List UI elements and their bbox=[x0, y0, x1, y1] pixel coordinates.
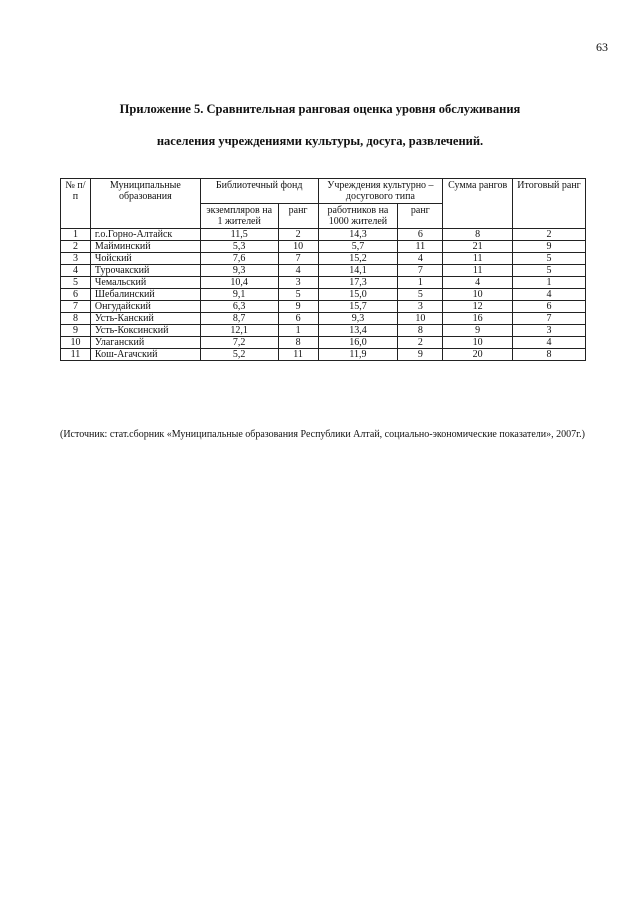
cell-num: 5 bbox=[61, 277, 91, 289]
header-culture-institutions: Учреждения культурно – досугового типа bbox=[318, 179, 443, 204]
cell-name: г.о.Горно-Алтайск bbox=[90, 229, 200, 241]
cell-final-rank: 4 bbox=[513, 289, 586, 301]
cell-library-rank: 6 bbox=[278, 313, 318, 325]
cell-library-copies: 11,5 bbox=[200, 229, 278, 241]
cell-rank-sum: 11 bbox=[443, 253, 513, 265]
cell-library-rank: 7 bbox=[278, 253, 318, 265]
table-row bbox=[61, 229, 586, 241]
cell-num: 11 bbox=[61, 349, 91, 361]
table-row bbox=[61, 241, 586, 253]
cell-name: Шебалинский bbox=[90, 289, 200, 301]
cell-library-copies: 8,7 bbox=[200, 313, 278, 325]
table-row bbox=[61, 313, 586, 325]
header-final-rank: Итоговый ранг bbox=[513, 179, 586, 229]
header-municipality: Муниципальные образования bbox=[90, 179, 200, 229]
cell-num: 2 bbox=[61, 241, 91, 253]
page-number: 63 bbox=[596, 40, 608, 54]
cell-library-copies: 9,3 bbox=[200, 265, 278, 277]
table-row bbox=[61, 325, 586, 337]
cell-rank-sum: 21 bbox=[443, 241, 513, 253]
cell-culture-rank: 3 bbox=[398, 301, 443, 313]
header-culture-workers: работников на 1000 жителей bbox=[318, 204, 398, 229]
cell-culture-rank: 2 bbox=[398, 337, 443, 349]
cell-rank-sum: 9 bbox=[443, 325, 513, 337]
cell-culture-rank: 4 bbox=[398, 253, 443, 265]
cell-culture-rank: 8 bbox=[398, 325, 443, 337]
cell-culture-workers: 13,4 bbox=[318, 325, 398, 337]
cell-name: Кош-Агачский bbox=[90, 349, 200, 361]
cell-final-rank: 5 bbox=[513, 265, 586, 277]
cell-rank-sum: 11 bbox=[443, 265, 513, 277]
table-row bbox=[61, 337, 586, 349]
cell-library-rank: 9 bbox=[278, 301, 318, 313]
source-note: (Источник: стат.сборник «Муниципальные образования Республики Алтай, социально-экономические показатели», 2007г.) bbox=[60, 429, 585, 440]
cell-name: Чемальский bbox=[90, 277, 200, 289]
cell-num: 10 bbox=[61, 337, 91, 349]
rank-table bbox=[60, 178, 586, 361]
cell-name: Чойский bbox=[90, 253, 200, 265]
cell-final-rank: 4 bbox=[513, 337, 586, 349]
cell-culture-workers: 5,7 bbox=[318, 241, 398, 253]
cell-library-rank: 1 bbox=[278, 325, 318, 337]
cell-culture-rank: 1 bbox=[398, 277, 443, 289]
cell-rank-sum: 10 bbox=[443, 289, 513, 301]
cell-num: 8 bbox=[61, 313, 91, 325]
cell-library-rank: 2 bbox=[278, 229, 318, 241]
cell-final-rank: 5 bbox=[513, 253, 586, 265]
cell-name: Майминский bbox=[90, 241, 200, 253]
cell-name: Улаганский bbox=[90, 337, 200, 349]
cell-library-copies: 9,1 bbox=[200, 289, 278, 301]
cell-final-rank: 9 bbox=[513, 241, 586, 253]
cell-num: 7 bbox=[61, 301, 91, 313]
cell-library-copies: 10,4 bbox=[200, 277, 278, 289]
cell-rank-sum: 12 bbox=[443, 301, 513, 313]
cell-name: Усть-Канский bbox=[90, 313, 200, 325]
cell-final-rank: 1 bbox=[513, 277, 586, 289]
cell-rank-sum: 8 bbox=[443, 229, 513, 241]
cell-num: 4 bbox=[61, 265, 91, 277]
cell-culture-workers: 9,3 bbox=[318, 313, 398, 325]
cell-culture-workers: 15,2 bbox=[318, 253, 398, 265]
cell-culture-rank: 5 bbox=[398, 289, 443, 301]
table-row bbox=[61, 349, 586, 361]
header-rank-sum: Сумма рангов bbox=[443, 179, 513, 229]
cell-culture-workers: 14,1 bbox=[318, 265, 398, 277]
cell-culture-rank: 10 bbox=[398, 313, 443, 325]
title-line-2: населения учреждениями культуры, досуга, развлечений. bbox=[156, 134, 484, 148]
cell-num: 1 bbox=[61, 229, 91, 241]
cell-culture-workers: 11,9 bbox=[318, 349, 398, 361]
cell-library-rank: 4 bbox=[278, 265, 318, 277]
cell-library-copies: 5,2 bbox=[200, 349, 278, 361]
table-row bbox=[61, 265, 586, 277]
cell-library-rank: 5 bbox=[278, 289, 318, 301]
header-library-fund: Библиотечный фонд bbox=[200, 179, 318, 204]
cell-name: Онгудайский bbox=[90, 301, 200, 313]
cell-culture-workers: 17,3 bbox=[318, 277, 398, 289]
cell-rank-sum: 4 bbox=[443, 277, 513, 289]
cell-name: Турочакский bbox=[90, 265, 200, 277]
table-row bbox=[61, 301, 586, 313]
cell-final-rank: 2 bbox=[513, 229, 586, 241]
header-num: № п/п bbox=[61, 179, 91, 229]
cell-library-rank: 11 bbox=[278, 349, 318, 361]
cell-library-copies: 6,3 bbox=[200, 301, 278, 313]
title-line-1: Приложение 5. Сравнительная ранговая оценка уровня обслуживания bbox=[119, 102, 521, 116]
cell-library-rank: 8 bbox=[278, 337, 318, 349]
cell-num: 6 bbox=[61, 289, 91, 301]
cell-name: Усть-Коксинский bbox=[90, 325, 200, 337]
header-culture-rank: ранг bbox=[398, 204, 443, 229]
cell-culture-workers: 14,3 bbox=[318, 229, 398, 241]
cell-num: 3 bbox=[61, 253, 91, 265]
cell-rank-sum: 16 bbox=[443, 313, 513, 325]
cell-final-rank: 6 bbox=[513, 301, 586, 313]
table-row bbox=[61, 277, 586, 289]
cell-culture-workers: 16,0 bbox=[318, 337, 398, 349]
cell-culture-rank: 11 bbox=[398, 241, 443, 253]
table-row bbox=[61, 289, 586, 301]
cell-library-rank: 10 bbox=[278, 241, 318, 253]
cell-culture-rank: 7 bbox=[398, 265, 443, 277]
cell-library-rank: 3 bbox=[278, 277, 318, 289]
cell-culture-rank: 9 bbox=[398, 349, 443, 361]
cell-culture-workers: 15,0 bbox=[318, 289, 398, 301]
cell-final-rank: 7 bbox=[513, 313, 586, 325]
header-library-rank: ранг bbox=[278, 204, 318, 229]
cell-library-copies: 7,6 bbox=[200, 253, 278, 265]
header-library-copies: экземпляров на 1 жителей bbox=[200, 204, 278, 229]
cell-final-rank: 3 bbox=[513, 325, 586, 337]
cell-culture-rank: 6 bbox=[398, 229, 443, 241]
table-row bbox=[61, 253, 586, 265]
cell-library-copies: 5,3 bbox=[200, 241, 278, 253]
cell-final-rank: 8 bbox=[513, 349, 586, 361]
cell-library-copies: 12,1 bbox=[200, 325, 278, 337]
cell-num: 9 bbox=[61, 325, 91, 337]
cell-rank-sum: 20 bbox=[443, 349, 513, 361]
cell-culture-workers: 15,7 bbox=[318, 301, 398, 313]
cell-library-copies: 7,2 bbox=[200, 337, 278, 349]
cell-rank-sum: 10 bbox=[443, 337, 513, 349]
